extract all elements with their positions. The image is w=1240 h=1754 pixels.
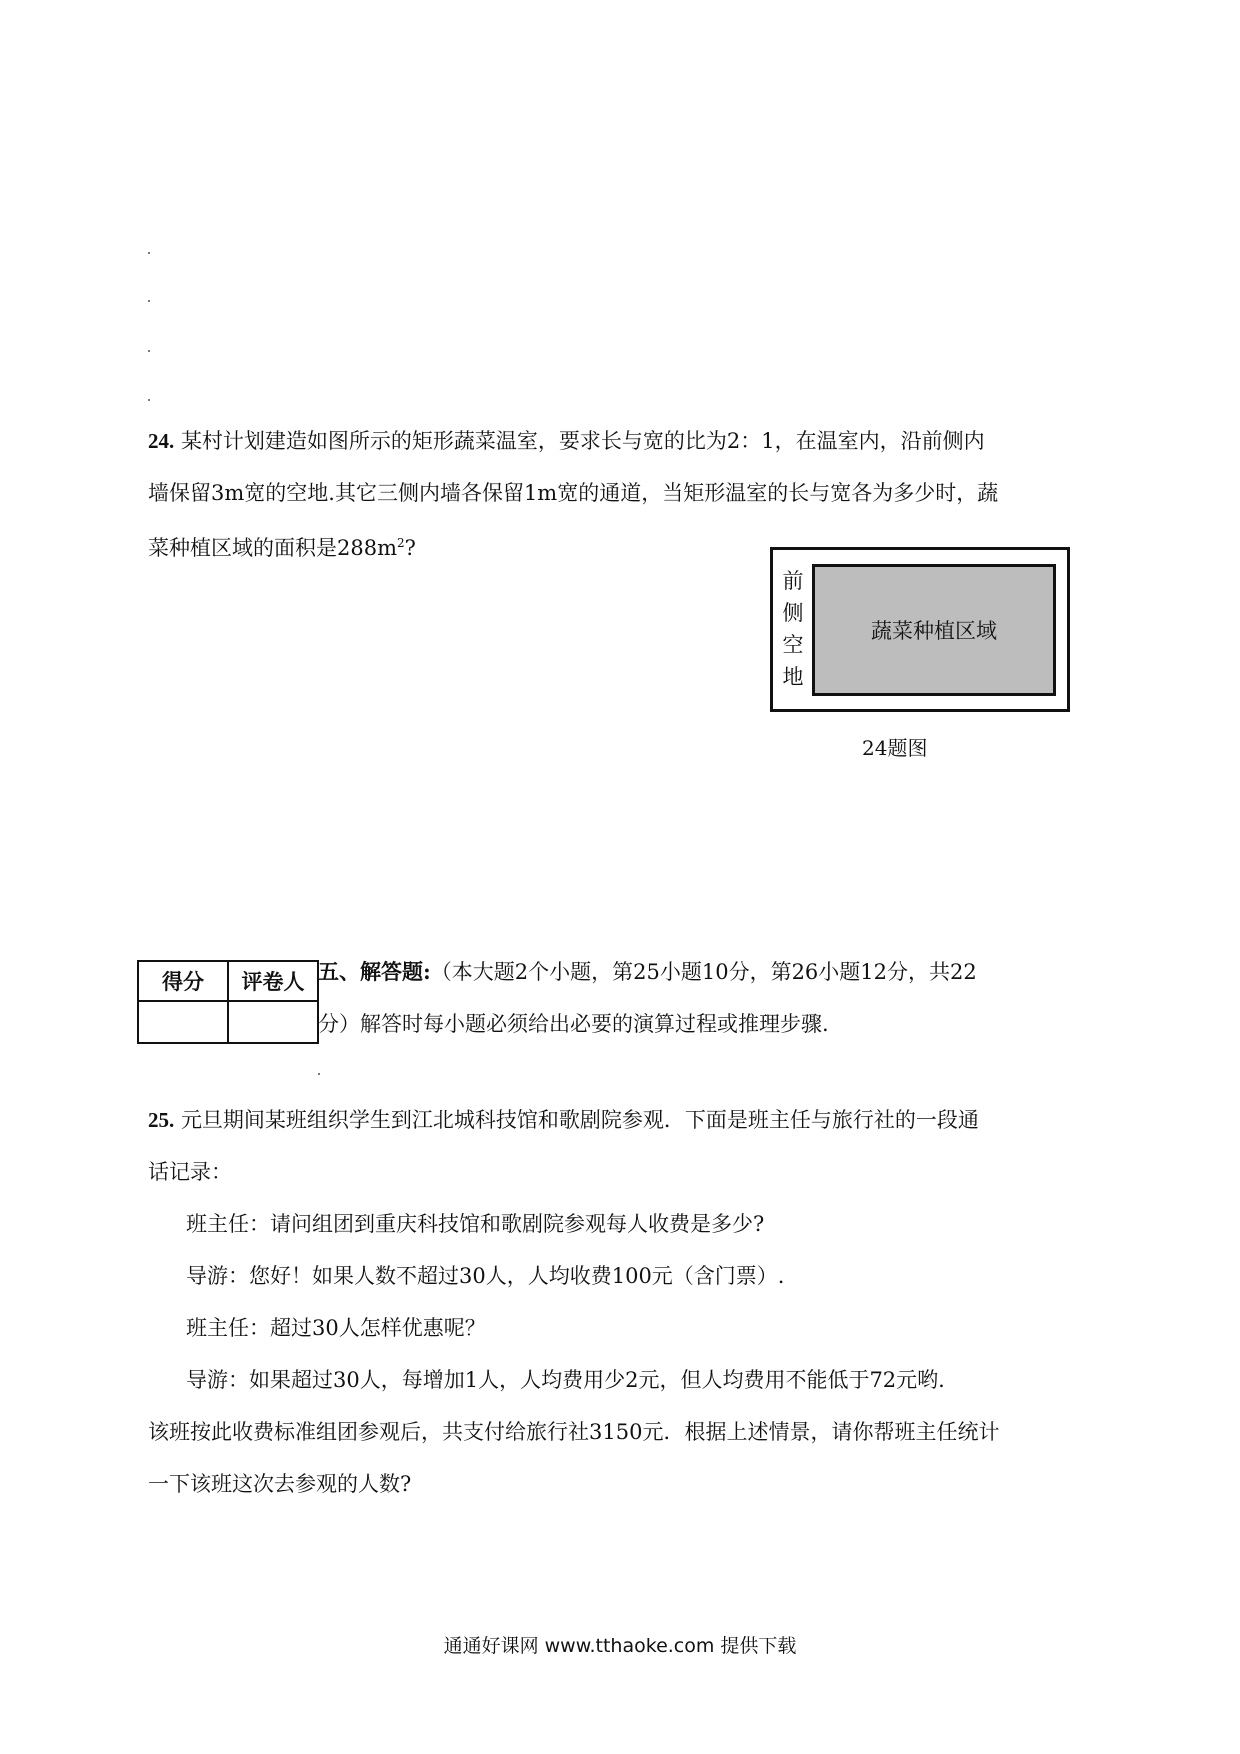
q24-line3 [148, 517, 416, 574]
front-char: 侧 [782, 601, 804, 625]
q24-text-line3b: ? [404, 536, 416, 560]
q24-number: 24. [148, 429, 175, 453]
planting-area-label: 蔬菜种植区域 [871, 619, 997, 643]
score-table [137, 960, 319, 1044]
front-char: 地 [782, 665, 804, 689]
front-char: 空 [782, 633, 804, 657]
q24-text-line1: 某村计划建造如图所示的矩形蔬菜温室，要求长与宽的比为2：1，在温室内，沿前侧内 [180, 429, 985, 453]
page-footer: 通通好课网 www.tthaoke.com 提供下载 [443, 1635, 797, 1657]
section5-desc1: （本大题2个小题，第25小题10分，第26小题12分，共22 [430, 960, 977, 984]
q25-dialog1: 班主任：请问组团到重庆科技馆和歌剧院参观每人收费是多少? [186, 1212, 765, 1236]
q25-dialog4: 导游：如果超过30人，每增加1人，人均费用少2元，但人均费用不能低于72元哟. [186, 1368, 945, 1392]
stray-dot [148, 300, 150, 302]
section5-line2: 分）解答时每小题必须给出必要的演算过程或推理步骤. [318, 1012, 829, 1036]
q25-line2: 话记录： [148, 1160, 232, 1184]
q25-dialog2: 导游：您好！如果人数不超过30人，人均收费100元（含门票）. [186, 1264, 785, 1288]
stray-dot [148, 350, 150, 352]
planting-area [812, 564, 1056, 696]
score-cell [138, 1001, 228, 1043]
stray-dot [148, 399, 150, 401]
stray-dot [318, 1073, 320, 1075]
stray-dot [148, 252, 150, 254]
grader-cell [228, 1001, 318, 1043]
section5-line1 [318, 946, 977, 998]
q25-line8: 一下该班这次去参观的人数? [148, 1472, 412, 1496]
grader-header: 评卷人 [228, 961, 318, 1001]
section5-title: 五、解答题: [318, 959, 431, 984]
q25-line7: 该班按此收费标准组团参观后，共支付给旅行社3150元．根据上述情景，请你帮班主任统计 [148, 1420, 1000, 1444]
q25-line1 [148, 1094, 979, 1146]
score-header: 得分 [138, 961, 228, 1001]
q24-text-line3a: 菜种植区域的面积是288m [148, 536, 397, 560]
figure-caption: 24题图 [862, 736, 928, 760]
front-space-label [782, 565, 804, 693]
q25-text-line1: 元旦期间某班组织学生到江北城科技馆和歌剧院参观．下面是班主任与旅行社的一段通 [180, 1108, 979, 1132]
front-char: 前 [782, 569, 804, 593]
q25-number: 25. [148, 1108, 175, 1132]
q24-line1 [148, 415, 985, 467]
q25-dialog3: 班主任：超过30人怎样优惠呢？ [186, 1316, 486, 1340]
q24-superscript: 2 [397, 536, 405, 550]
q24-line2: 墙保留3m宽的空地.其它三侧内墙各保留1m宽的通道，当矩形温室的长与宽各为多少时，蔬 [148, 481, 999, 505]
